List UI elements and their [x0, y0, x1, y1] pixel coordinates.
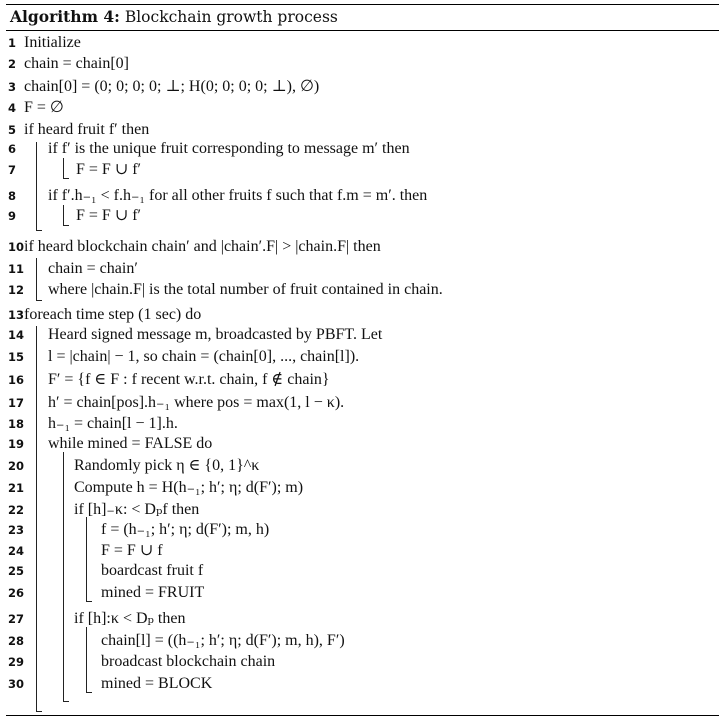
line-number: 12 [8, 283, 25, 297]
line-number: 5 [8, 123, 17, 137]
line-number: 13 [8, 308, 25, 322]
line-number: 17 [8, 396, 25, 410]
line-text: chain[l] = ((h₋₁; h′; η; d(F′); m, h), F′) [101, 632, 345, 649]
caption-title: Blockchain growth process [124, 8, 338, 26]
line-text: where |chain.F| is the total number of fruit contained in chain. [48, 281, 443, 298]
line-number: 25 [8, 564, 25, 578]
line-number: 1 [8, 36, 17, 50]
line-number: 18 [8, 417, 25, 431]
caption-rule [6, 30, 719, 31]
line-number: 11 [8, 262, 25, 276]
line-number: 7 [8, 163, 17, 177]
line-text: f = (h₋₁; h′; η; d(F′); m, h) [101, 521, 270, 538]
line-number: 6 [8, 142, 17, 156]
line-number: 4 [8, 101, 17, 115]
line-text: chain = chain′ [48, 260, 138, 277]
line-text: if [h]₋κ: < Dₚf then [74, 501, 200, 518]
line-number: 28 [8, 634, 25, 648]
line-number: 23 [8, 523, 25, 537]
line-text: Heard signed message m, broadcasted by PBFT. Let [48, 326, 383, 343]
line-number: 3 [8, 80, 17, 94]
line-number: 26 [8, 586, 25, 600]
block-hook-if-8 [63, 225, 69, 226]
line-text: Initialize [24, 34, 81, 51]
line-text: F = F ∪ f′ [76, 207, 142, 224]
line-text: F′ = {f ∈ F : f recent w.r.t. chain, f ∉ chain} [48, 371, 330, 388]
line-text: if f′.h₋₁ < f.h₋₁ for all other fruits f such that f.m = m′. then [48, 187, 428, 204]
line-number: 9 [8, 209, 17, 223]
block-hook-if-5 [36, 230, 42, 231]
block-hook-if-27 [86, 692, 92, 693]
line-number: 30 [8, 677, 25, 691]
line-text: mined = FRUIT [101, 584, 205, 601]
block-bar-if-6 [63, 158, 64, 178]
block-bar-if-27 [86, 627, 87, 692]
line-number: 21 [8, 481, 25, 495]
line-text: Randomly pick η ∈ {0, 1}^κ [74, 457, 260, 474]
line-text: h′ = chain[pos].h₋₁ where pos = max(1, l − κ). [48, 394, 345, 411]
line-number: 15 [8, 350, 25, 364]
line-number: 24 [8, 544, 25, 558]
block-hook-if-22 [86, 601, 92, 602]
line-number: 29 [8, 655, 25, 669]
line-text: if f′ is the unique fruit corresponding to message m′ then [48, 140, 410, 157]
line-text: Compute h = H(h₋₁; h′; η; d(F′); m) [74, 479, 304, 496]
line-number: 16 [8, 373, 25, 387]
line-number: 8 [8, 189, 17, 203]
caption-label: Algorithm 4: [10, 7, 120, 26]
block-bar-if-8 [63, 205, 64, 225]
block-bar-if-10 [36, 258, 37, 300]
line-text: l = |chain| − 1, so chain = (chain[0], ..., chain[l]). [48, 348, 360, 365]
line-text: chain = chain[0] [24, 55, 129, 72]
line-number: 19 [8, 437, 25, 451]
block-hook-foreach-13 [36, 711, 42, 712]
line-text: chain[0] = (0; 0; 0; 0; ⊥; H(0; 0; 0; 0; ⊥), ∅) [24, 78, 320, 95]
block-bar-if-22 [86, 517, 87, 601]
block-hook-if-10 [36, 300, 42, 301]
line-text: if heard blockchain chain′ and |chain′.F| > |chain.F| then [24, 238, 381, 255]
block-hook-if-6 [63, 178, 69, 179]
line-number: 22 [8, 503, 25, 517]
line-text: if heard fruit f′ then [24, 121, 150, 138]
line-number: 20 [8, 459, 25, 473]
line-text: foreach time step (1 sec) do [24, 306, 202, 323]
line-number: 10 [8, 240, 25, 254]
line-text: F = F ∪ f [101, 542, 163, 559]
line-text: h₋₁ = chain[l − 1].h. [48, 415, 178, 432]
line-text: while mined = FALSE do [48, 435, 213, 452]
line-text: F = ∅ [24, 99, 64, 116]
line-text: if [h]:κ < Dₚ then [74, 610, 186, 627]
bottom-rule [6, 715, 719, 716]
block-bar-while-19 [63, 452, 64, 701]
line-number: 14 [8, 328, 25, 342]
line-text: boardcast fruit f [101, 562, 204, 579]
block-bar-foreach-13 [36, 326, 37, 711]
algorithm-caption [10, 7, 338, 26]
line-text: mined = BLOCK [101, 675, 213, 692]
line-text: broadcast blockchain chain [101, 653, 276, 670]
line-number: 27 [8, 612, 25, 626]
block-hook-while-19 [63, 701, 69, 702]
line-text: F = F ∪ f′ [76, 161, 142, 178]
top-rule [6, 4, 719, 5]
line-number: 2 [8, 57, 17, 71]
block-bar-if-5 [36, 142, 37, 230]
